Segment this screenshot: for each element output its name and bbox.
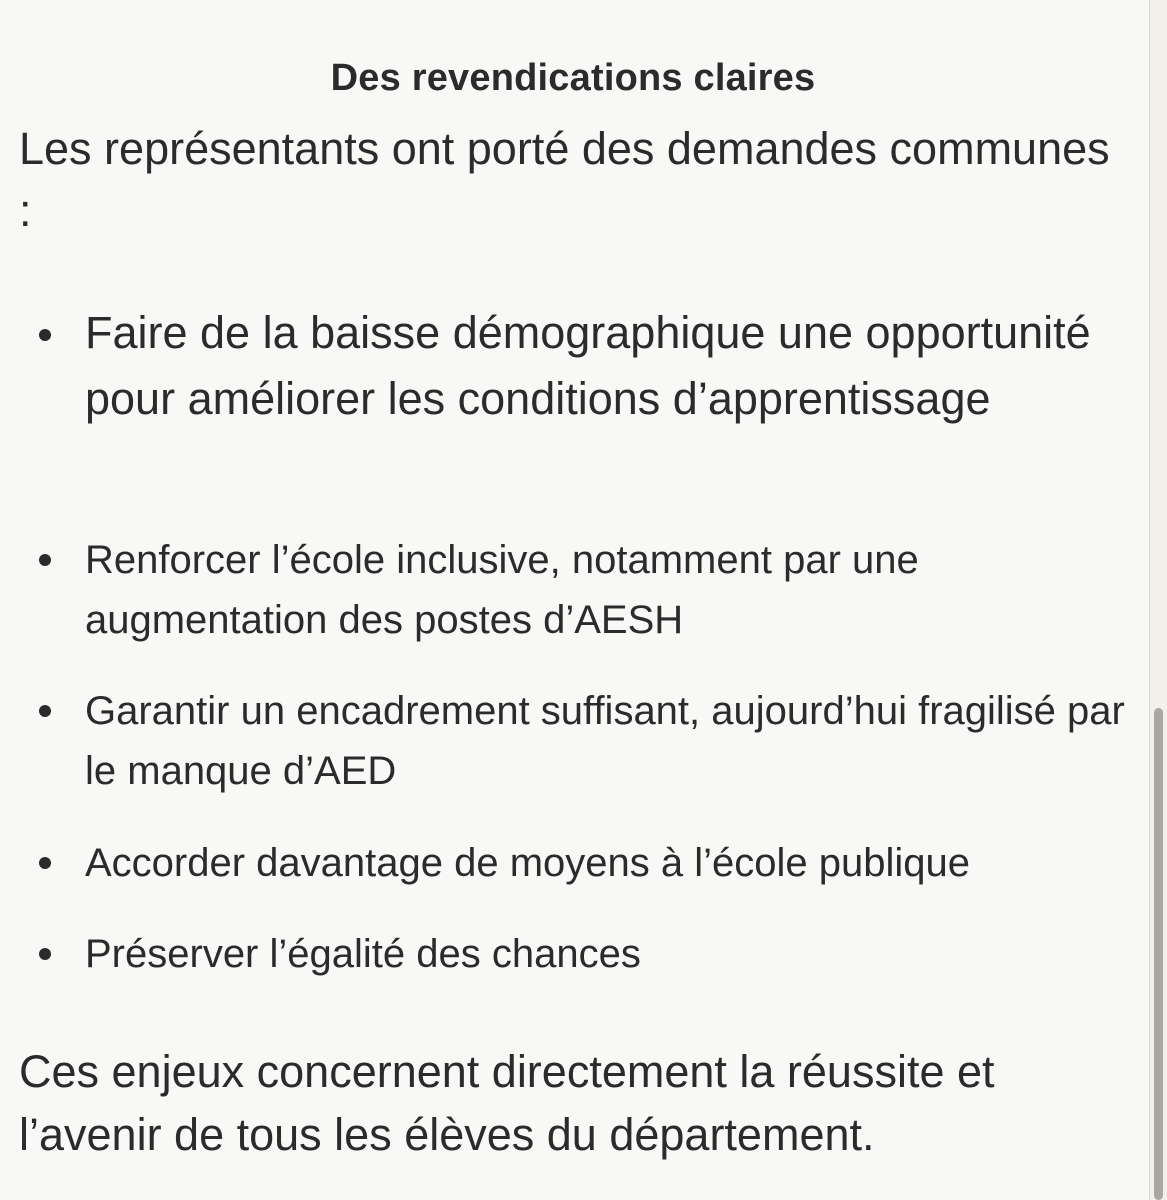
list-item — [85, 681, 1125, 801]
conclusion-paragraph: Ces enjeux concernent directement la réussite et l’avenir de tous les élèves du département. — [19, 1046, 995, 1160]
scrollbar-thumb[interactable] — [1154, 708, 1163, 1200]
bullet-dot-icon — [39, 948, 51, 960]
list-item — [85, 833, 1125, 893]
list-item-text: Préserver l’égalité des chances — [85, 932, 641, 976]
section-heading: Des revendications claires — [330, 56, 816, 99]
list-item-text: Garantir un encadrement suffisant, aujourd’hui fragilisé par le manque d’AED — [85, 689, 1125, 793]
bullet-dot-icon — [39, 554, 51, 566]
bullet-dot-icon — [39, 705, 51, 717]
list-item-text: Accorder davantage de moyens à l’école publique — [85, 841, 971, 885]
list-item-text: Faire de la baisse démographique une opportunité pour améliorer les conditions d’apprentissage — [85, 307, 1091, 424]
bullet-dot-icon — [39, 857, 51, 869]
intro-paragraph: Les représentants ont porté des demandes communes : — [19, 123, 1110, 236]
bullet-dot-icon — [39, 329, 51, 341]
list-item — [85, 530, 1125, 650]
list-item — [85, 300, 1125, 432]
list-item-text: Renforcer l’école inclusive, notamment par une augmentation des postes d’AESH — [85, 538, 919, 642]
vertical-scrollbar[interactable] — [1150, 0, 1167, 1200]
list-item — [85, 924, 1125, 984]
